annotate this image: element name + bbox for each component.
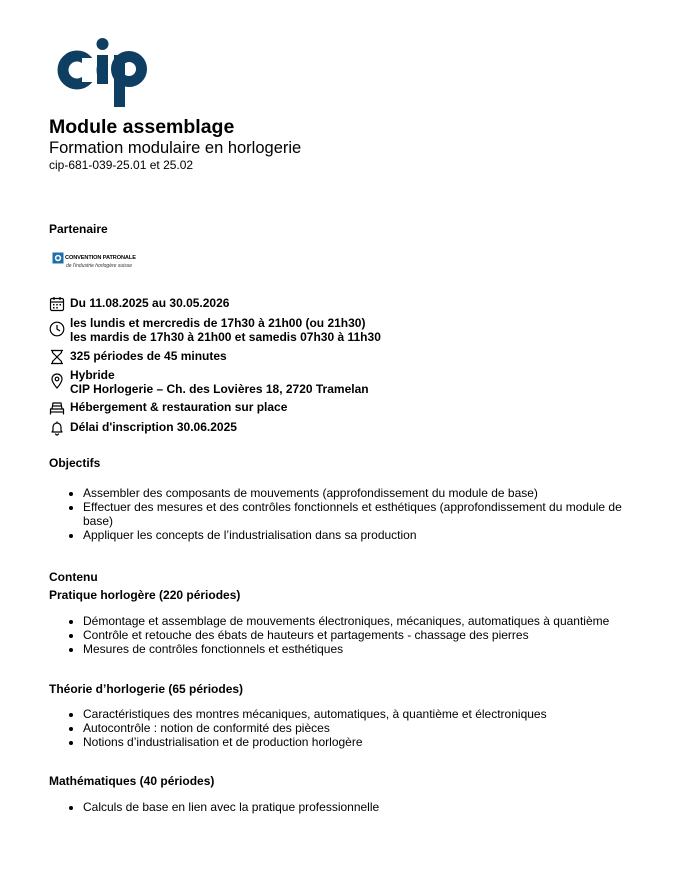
list-item: • Démontage et assemblage de mouvements électroniques, mécaniques, automatiques à quantième (83, 614, 628, 628)
list-item: • Calculs de base en lien avec la pratique professionnelle (83, 800, 628, 814)
clock-icon (49, 321, 65, 337)
location-line-1: Hybride (70, 368, 115, 382)
calendar-icon (49, 296, 65, 312)
list-item: • Caractéristiques des montres mécaniques, automatiques, à quantième et électroniques (83, 707, 628, 721)
bed-icon (49, 400, 65, 416)
deadline-text: Délai d'inscription 30.06.2025 (70, 420, 237, 434)
schedule-line-2: les mardis de 17h30 à 21h00 et samedis 07h30 à 11h30 (70, 330, 381, 344)
list-item: • Assembler des composants de mouvements (approfondissement du module de base) (83, 486, 628, 500)
theory-list (49, 707, 628, 749)
partner-logo (52, 252, 134, 272)
page-title: Module assemblage (49, 116, 235, 138)
partner-logo-name: CONVENTION PATRONALE (65, 255, 136, 261)
dates-row (49, 296, 229, 312)
math-heading: Mathématiques (40 périodes) (49, 774, 215, 788)
page-subtitle: Formation modulaire en horlogerie (49, 139, 302, 157)
practice-list (49, 614, 628, 656)
math-list (49, 800, 628, 814)
content-heading: Contenu (49, 570, 98, 584)
deadline-row (49, 420, 237, 436)
objectives-list (49, 486, 628, 542)
practice-heading: Pratique horlogère (220 périodes) (49, 588, 241, 602)
partner-logo-tagline: de l'industrie horlogère suisse (66, 263, 132, 269)
schedule-line-1: les lundis et mercredis de 17h30 à 21h00 (ou 21h30) (70, 316, 366, 330)
list-item: • Notions d’industrialisation et de production horlogère (83, 735, 628, 749)
cip-logo (55, 36, 151, 108)
partner-emblem-icon (52, 252, 64, 264)
accommodation-text: Hébergement & restauration sur place (70, 400, 288, 414)
theory-heading: Théorie d’horlogerie (65 périodes) (49, 682, 244, 696)
dates-text: Du 11.08.2025 au 30.05.2026 (70, 296, 230, 310)
course-code: cip-681-039-25.01 et 25.02 (49, 158, 194, 172)
partner-heading: Partenaire (49, 222, 108, 236)
schedule-row (49, 316, 381, 344)
duration-row (49, 349, 227, 365)
list-item: • Appliquer les concepts de l’industrialisation dans sa production (83, 528, 628, 542)
duration-text: 325 périodes de 45 minutes (70, 349, 227, 363)
list-item: • Contrôle et retouche des ébats de hauteurs et partagements - chassage des pierres (83, 628, 628, 642)
location-row (49, 368, 369, 396)
list-item: • Mesures de contrôles fonctionnels et esthétiques (83, 642, 628, 656)
bell-icon (49, 420, 65, 436)
location-pin-icon (49, 373, 65, 389)
objectives-heading: Objectifs (49, 456, 101, 470)
list-item: • Autocontrôle : notion de conformité des pièces (83, 721, 628, 735)
list-item: • Effectuer des mesures et des contrôles fonctionnels et esthétiques (approfondissement du module de base) (83, 500, 628, 528)
location-line-2: CIP Horlogerie – Ch. des Lovières 18, 2720 Tramelan (70, 382, 369, 396)
hourglass-icon (49, 349, 65, 365)
accommodation-row (49, 400, 287, 416)
